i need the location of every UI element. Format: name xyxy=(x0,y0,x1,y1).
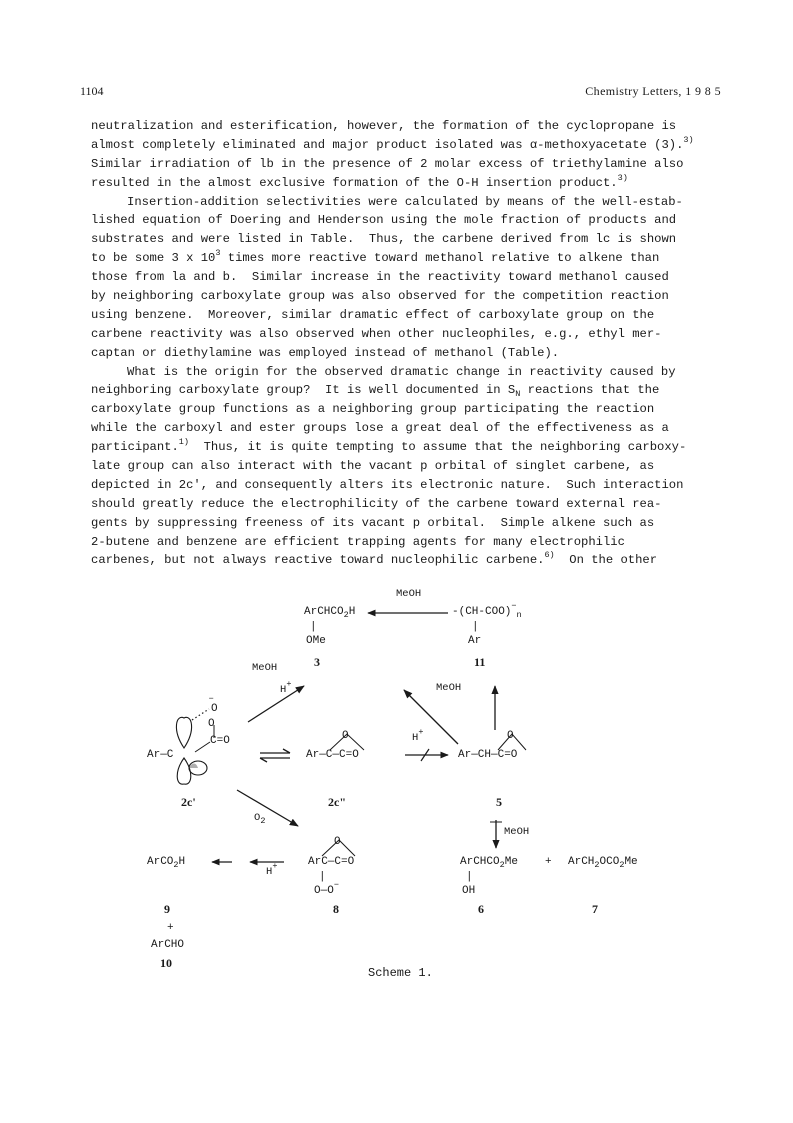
subscript: N xyxy=(515,389,521,400)
scheme-caption: Scheme 1. xyxy=(368,966,433,980)
p-orbital-lobe-top xyxy=(176,717,191,748)
bond-c-co xyxy=(195,742,210,752)
text-line: resulted in the almost exclusive formation of the O-H insertion product.$^{3)}$ xyxy=(91,172,628,190)
compound-7-formula: $ArCH_2OCO_2Me$ xyxy=(568,856,638,870)
compound-6-number: 6 xyxy=(478,902,484,916)
page-number: 1104 xyxy=(80,84,104,98)
compound-3-formula: ArCHCO$_2$H xyxy=(304,606,356,620)
text-line: neutralization and esterification, however, the formation of the cyclopropane is xyxy=(91,119,677,133)
journal-name: Chemistry Letters, 1 9 8 5 xyxy=(585,84,721,98)
reagent-meoh-down: MeOH xyxy=(504,826,530,838)
compound-3-bond: | xyxy=(310,621,317,633)
text-line: by neighboring carboxylate group was also observed for the competition reaction xyxy=(91,289,669,304)
body-text xyxy=(91,117,717,570)
dotted-interaction xyxy=(192,709,209,720)
text-line: depicted in 2c', and consequently alters its electronic nature. Such interaction xyxy=(91,477,684,492)
compound-11-ar: Ar xyxy=(468,635,482,647)
text-line: substrates and were listed in Table. Thus, the carbene derived from lc is shown xyxy=(91,232,677,247)
reference-superscript: 3) xyxy=(683,134,694,145)
compound-10-formula: ArCHO xyxy=(151,939,185,951)
compound-2c-double-prime-number: 2c" xyxy=(328,795,346,809)
compound-8-formula: ArC—C=O xyxy=(308,856,355,868)
scheme-arrows xyxy=(0,580,793,1000)
compound-10-number: 10 xyxy=(160,956,172,970)
compound-11-formula: $-(CH-COO)^-_n$ xyxy=(452,601,522,620)
text-line: late group can also interact with the vacant p orbital of singlet carbene, as xyxy=(91,459,655,474)
arrow-2c-to-3 xyxy=(248,679,304,722)
compound-2c-prime-ominus: O− xyxy=(208,694,218,715)
compound-2c-prime-o: O xyxy=(208,718,215,730)
reference-superscript: 3) xyxy=(617,172,628,183)
page-header xyxy=(80,84,721,100)
compound-5-formula: Ar—CH—C=O xyxy=(458,749,518,761)
text-line: using benzene. Moreover, similar dramatic effect of carboxylate group on the xyxy=(91,307,655,322)
text-line: to be some 3 x $10^3$ times more reactive toward methanol relative to alkene than xyxy=(91,248,660,266)
text-line: gents by suppressing freeness of its vacant p orbital. Simple alkene such as xyxy=(91,515,655,530)
compound-11-bond: | xyxy=(472,621,479,633)
compound-5-o: O xyxy=(507,730,514,742)
text-line: while the carboxyl and ester groups lose a great deal of the effectiveness as a xyxy=(91,421,669,436)
compound-9-number: 9 xyxy=(164,902,170,916)
reagent-o2: $O_2$ xyxy=(254,812,266,826)
text-line: carboxylate group functions as a neighboring group participating the reaction xyxy=(91,402,655,417)
compound-6-bond: | xyxy=(466,871,473,883)
compound-3-number: 3 xyxy=(314,655,320,669)
compound-6-formula: ArCHCO$_2$Me xyxy=(460,856,518,870)
arrow-2c-to-8 xyxy=(237,790,298,826)
text-line: should greatly reduce the electrophilicity of the carbene toward external rea- xyxy=(91,496,662,511)
text-line: Similar irradiation of lb in the presence of 2 molar excess of triethylamine also xyxy=(91,156,684,171)
exponent: 3 xyxy=(215,248,221,259)
text-line: 2-butene and benzene are efficient trapping agents for many electrophilic xyxy=(91,534,625,549)
compound-5-number: 5 xyxy=(496,795,502,809)
text-line: participant.$^{1)}$ Thus, it is quite tempting to assume that the neighboring carboxy- xyxy=(91,437,687,455)
reagent-meoh-left: MeOH xyxy=(252,662,278,674)
text-line: lished equation of Doering and Henderson using the mole fraction of products and xyxy=(91,213,677,228)
compound-8-number: 8 xyxy=(333,902,339,916)
text-line: those from la and b. Similar increase in the reactivity toward methanol caused xyxy=(91,270,669,285)
reagent-hplus-mid: H+ xyxy=(412,727,424,744)
compound-3-ome: OMe xyxy=(306,635,326,647)
compound-11-number: 11 xyxy=(474,655,486,669)
compound-2c-prime-co: C=O xyxy=(210,735,230,747)
compound-9-formula: ArCO$_2$H xyxy=(147,856,186,870)
reagent-meoh-diagonal: MeOH xyxy=(436,682,462,694)
compound-2c-double-prime-o: O xyxy=(342,730,349,742)
compound-6-oh: OH xyxy=(462,885,476,897)
text-line: neighboring carboxylate group? It is well documented in $S_N$ reactions that the xyxy=(91,383,660,400)
text-line: carbene reactivity was also observed when other nucleophiles, e.g., ethyl mer- xyxy=(91,326,662,341)
text-line: What is the origin for the observed dramatic change in reactivity caused by xyxy=(127,364,676,379)
reagent-hplus-low: H+ xyxy=(266,861,278,878)
plus-sign-9-10: + xyxy=(167,922,174,934)
text-line: carbenes, but not always reactive toward nucleophilic carbene.$^{6)}$ On the other xyxy=(91,550,658,568)
compound-2c-double-prime-formula: Ar—C—C=O xyxy=(306,749,359,761)
text-line: almost completely eliminated and major product isolated was α-methoxyacetate (3).$^{3)}$ xyxy=(91,134,694,152)
p-orbital-lobe-bottom xyxy=(177,758,191,784)
compound-8-o: O xyxy=(334,836,341,848)
reaction-scheme xyxy=(0,580,793,1000)
text-line: captan or diethylamine was employed instead of methanol (Table). xyxy=(91,345,560,360)
compound-8-peroxide: O—O− xyxy=(314,880,339,897)
reagent-hplus-left: H+ xyxy=(280,679,292,696)
compound-2c-prime-number: 2c' xyxy=(181,795,196,809)
plus-sign-6-7: + xyxy=(545,856,552,868)
reference-superscript: 1) xyxy=(178,437,189,448)
compound-8-bond: | xyxy=(319,871,326,883)
compound-7-number: 7 xyxy=(592,902,598,916)
reference-superscript: 6) xyxy=(544,550,555,561)
reagent-meoh-top: MeOH xyxy=(396,588,422,600)
compound-2c-prime-arc: Ar—C xyxy=(147,749,174,761)
text-line: Insertion-addition selectivities were calculated by means of the well-estab- xyxy=(127,194,683,209)
